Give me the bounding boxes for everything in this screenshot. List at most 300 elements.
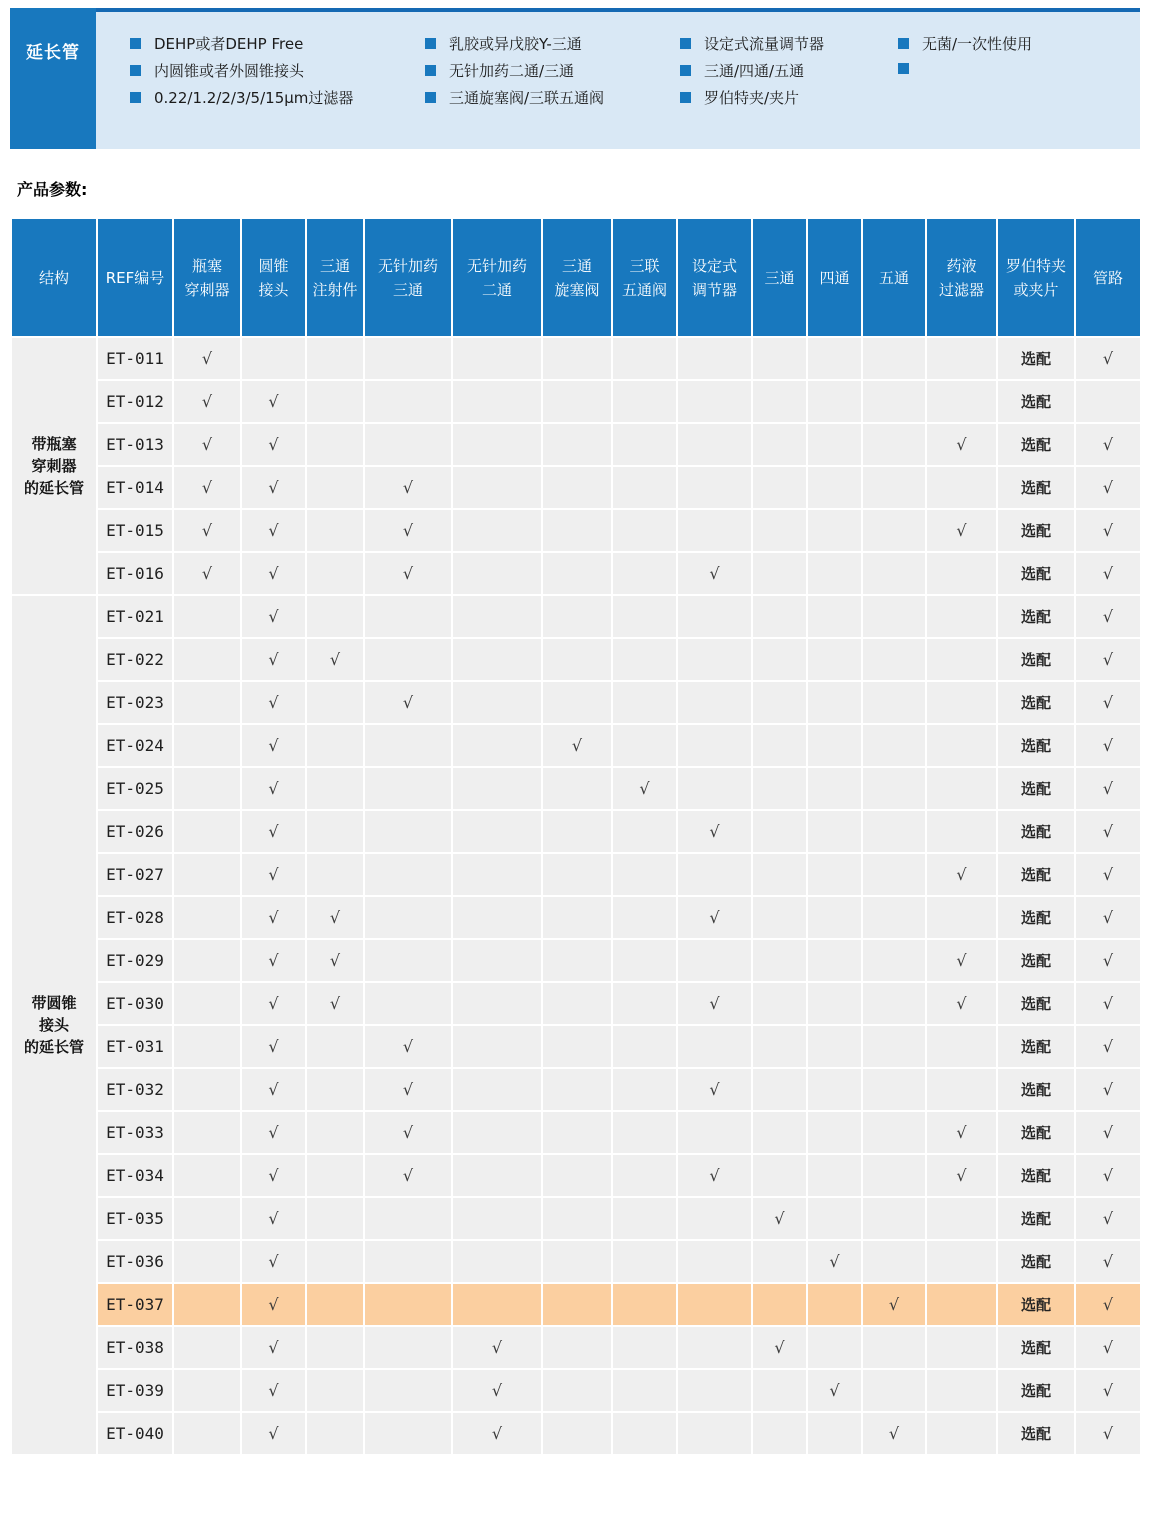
check-cell bbox=[173, 1369, 241, 1412]
pipeline-cell: √ bbox=[1075, 1111, 1141, 1154]
pipeline-cell: √ bbox=[1075, 1326, 1141, 1369]
bullet-text: DEHP或者DEHP Free bbox=[154, 35, 304, 53]
pipeline-cell: √ bbox=[1075, 982, 1141, 1025]
check-cell bbox=[677, 466, 752, 509]
check-cell bbox=[306, 810, 364, 853]
check-cell bbox=[752, 337, 807, 380]
check-cell bbox=[926, 767, 997, 810]
check-cell: √ bbox=[677, 552, 752, 595]
check-cell: √ bbox=[926, 939, 997, 982]
check-cell bbox=[612, 724, 677, 767]
banner bbox=[10, 8, 1140, 149]
check-cell: √ bbox=[364, 509, 452, 552]
check-cell bbox=[677, 1240, 752, 1283]
check-cell bbox=[612, 1025, 677, 1068]
bullet-square-icon bbox=[130, 65, 141, 76]
pipeline-cell: √ bbox=[1075, 1240, 1141, 1283]
check-cell bbox=[677, 423, 752, 466]
check-cell bbox=[542, 982, 612, 1025]
pipeline-cell: √ bbox=[1075, 552, 1141, 595]
check-cell bbox=[926, 1025, 997, 1068]
check-cell bbox=[807, 595, 862, 638]
check-cell bbox=[612, 1240, 677, 1283]
optional-clamp-cell: 选配 bbox=[997, 810, 1075, 853]
optional-clamp-cell: 选配 bbox=[997, 1111, 1075, 1154]
check-cell bbox=[173, 939, 241, 982]
optional-clamp-cell: 选配 bbox=[997, 1197, 1075, 1240]
check-cell bbox=[612, 1154, 677, 1197]
check-cell bbox=[752, 380, 807, 423]
check-cell: √ bbox=[241, 810, 306, 853]
check-cell bbox=[926, 638, 997, 681]
check-cell: √ bbox=[241, 681, 306, 724]
check-cell bbox=[452, 509, 542, 552]
check-cell bbox=[677, 638, 752, 681]
check-cell: √ bbox=[364, 1154, 452, 1197]
check-cell bbox=[452, 1240, 542, 1283]
check-cell bbox=[173, 1412, 241, 1455]
check-cell bbox=[807, 853, 862, 896]
check-cell bbox=[542, 853, 612, 896]
column-header-1: 结构 bbox=[11, 218, 97, 337]
optional-clamp-cell: 选配 bbox=[997, 681, 1075, 724]
check-cell bbox=[364, 1412, 452, 1455]
check-cell bbox=[752, 853, 807, 896]
check-cell bbox=[752, 724, 807, 767]
check-cell: √ bbox=[862, 1412, 926, 1455]
check-cell bbox=[862, 982, 926, 1025]
check-cell bbox=[926, 1283, 997, 1326]
check-cell bbox=[612, 1283, 677, 1326]
bullet-text: 无菌/一次性使用 bbox=[922, 35, 1033, 53]
check-cell: √ bbox=[241, 1283, 306, 1326]
table-row-ET-023 bbox=[11, 681, 1141, 724]
check-cell bbox=[452, 767, 542, 810]
check-cell bbox=[306, 1412, 364, 1455]
check-cell: √ bbox=[807, 1369, 862, 1412]
check-cell: √ bbox=[677, 896, 752, 939]
check-cell: √ bbox=[306, 638, 364, 681]
bullet-column-1 bbox=[130, 33, 353, 114]
check-cell: √ bbox=[452, 1412, 542, 1455]
pipeline-cell: √ bbox=[1075, 638, 1141, 681]
ref-code: ET-014 bbox=[97, 466, 173, 509]
check-cell bbox=[364, 724, 452, 767]
check-cell bbox=[752, 466, 807, 509]
check-cell bbox=[862, 466, 926, 509]
optional-clamp-cell: 选配 bbox=[997, 724, 1075, 767]
check-cell: √ bbox=[241, 1025, 306, 1068]
table-row-ET-040 bbox=[11, 1412, 1141, 1455]
ref-code: ET-025 bbox=[97, 767, 173, 810]
check-cell bbox=[752, 1111, 807, 1154]
bullet-square-icon bbox=[130, 38, 141, 49]
check-cell bbox=[306, 681, 364, 724]
check-cell bbox=[173, 767, 241, 810]
table-row-ET-021 bbox=[11, 595, 1141, 638]
check-cell bbox=[807, 939, 862, 982]
check-cell bbox=[612, 509, 677, 552]
check-cell: √ bbox=[364, 681, 452, 724]
table-row-ET-036 bbox=[11, 1240, 1141, 1283]
check-cell bbox=[752, 681, 807, 724]
bullet-text: 内圆锥或者外圆锥接头 bbox=[154, 62, 305, 80]
bullet-item bbox=[680, 60, 824, 87]
check-cell: √ bbox=[926, 423, 997, 466]
table-row-ET-015 bbox=[11, 509, 1141, 552]
check-cell bbox=[452, 1068, 542, 1111]
check-cell bbox=[926, 337, 997, 380]
check-cell bbox=[862, 1154, 926, 1197]
check-cell: √ bbox=[241, 939, 306, 982]
check-cell bbox=[306, 509, 364, 552]
bullet-text: 三通/四通/五通 bbox=[704, 62, 805, 80]
check-cell bbox=[612, 423, 677, 466]
check-cell bbox=[306, 1240, 364, 1283]
check-cell bbox=[364, 896, 452, 939]
check-cell bbox=[862, 552, 926, 595]
check-cell: √ bbox=[173, 380, 241, 423]
check-cell: √ bbox=[364, 1111, 452, 1154]
optional-clamp-cell: 选配 bbox=[997, 423, 1075, 466]
check-cell bbox=[752, 1240, 807, 1283]
check-cell bbox=[807, 1068, 862, 1111]
check-cell bbox=[862, 724, 926, 767]
ref-code: ET-038 bbox=[97, 1326, 173, 1369]
bullet-item bbox=[898, 60, 1032, 87]
bullet-item bbox=[898, 33, 1032, 60]
check-cell bbox=[306, 853, 364, 896]
bullet-square-icon bbox=[898, 63, 909, 74]
check-cell bbox=[452, 638, 542, 681]
check-cell bbox=[542, 896, 612, 939]
check-cell bbox=[452, 552, 542, 595]
check-cell bbox=[364, 1283, 452, 1326]
check-cell bbox=[752, 1154, 807, 1197]
check-cell bbox=[173, 681, 241, 724]
pipeline-cell: √ bbox=[1075, 681, 1141, 724]
check-cell bbox=[542, 1025, 612, 1068]
check-cell bbox=[173, 1197, 241, 1240]
check-cell bbox=[926, 466, 997, 509]
column-header-9: 三联 五通阀 bbox=[612, 218, 677, 337]
check-cell bbox=[306, 1283, 364, 1326]
pipeline-cell: √ bbox=[1075, 423, 1141, 466]
bullet-text: 三通旋塞阀/三联五通阀 bbox=[449, 89, 605, 107]
bullet-item bbox=[680, 87, 824, 114]
check-cell bbox=[862, 595, 926, 638]
check-cell bbox=[452, 1283, 542, 1326]
check-cell: √ bbox=[752, 1326, 807, 1369]
pipeline-cell: √ bbox=[1075, 853, 1141, 896]
check-cell bbox=[306, 337, 364, 380]
ref-code: ET-028 bbox=[97, 896, 173, 939]
check-cell: √ bbox=[926, 1111, 997, 1154]
check-cell bbox=[752, 1025, 807, 1068]
bullet-column-2 bbox=[425, 33, 604, 114]
check-cell: √ bbox=[241, 638, 306, 681]
check-cell: √ bbox=[364, 552, 452, 595]
check-cell bbox=[306, 423, 364, 466]
check-cell bbox=[807, 1283, 862, 1326]
check-cell bbox=[752, 1412, 807, 1455]
check-cell bbox=[173, 1068, 241, 1111]
optional-clamp-cell: 选配 bbox=[997, 509, 1075, 552]
check-cell bbox=[306, 552, 364, 595]
check-cell bbox=[452, 466, 542, 509]
optional-clamp-cell: 选配 bbox=[997, 552, 1075, 595]
column-header-10: 设定式 调节器 bbox=[677, 218, 752, 337]
table-row-ET-022 bbox=[11, 638, 1141, 681]
check-cell: √ bbox=[364, 1068, 452, 1111]
check-cell bbox=[364, 595, 452, 638]
optional-clamp-cell: 选配 bbox=[997, 380, 1075, 423]
check-cell: √ bbox=[926, 509, 997, 552]
bullet-square-icon bbox=[680, 65, 691, 76]
table-row-ET-025 bbox=[11, 767, 1141, 810]
check-cell: √ bbox=[241, 509, 306, 552]
check-cell bbox=[807, 982, 862, 1025]
optional-clamp-cell: 选配 bbox=[997, 939, 1075, 982]
check-cell bbox=[306, 1068, 364, 1111]
check-cell bbox=[364, 1197, 452, 1240]
table-row-ET-028 bbox=[11, 896, 1141, 939]
check-cell: √ bbox=[241, 1111, 306, 1154]
check-cell bbox=[612, 853, 677, 896]
optional-clamp-cell: 选配 bbox=[997, 896, 1075, 939]
pipeline-cell: √ bbox=[1075, 1369, 1141, 1412]
bullet-square-icon bbox=[898, 38, 909, 49]
check-cell bbox=[173, 1283, 241, 1326]
check-cell bbox=[452, 982, 542, 1025]
check-cell bbox=[452, 810, 542, 853]
check-cell bbox=[752, 896, 807, 939]
check-cell bbox=[677, 1369, 752, 1412]
check-cell bbox=[612, 466, 677, 509]
bullet-text: 0.22/1.2/2/3/5/15μm过滤器 bbox=[154, 89, 354, 107]
check-cell bbox=[306, 1025, 364, 1068]
bullet-square-icon bbox=[680, 92, 691, 103]
check-cell bbox=[364, 337, 452, 380]
check-cell bbox=[452, 1197, 542, 1240]
ref-code: ET-015 bbox=[97, 509, 173, 552]
check-cell bbox=[452, 896, 542, 939]
check-cell bbox=[612, 1369, 677, 1412]
ref-code: ET-040 bbox=[97, 1412, 173, 1455]
check-cell bbox=[807, 380, 862, 423]
check-cell bbox=[862, 1111, 926, 1154]
pipeline-cell: √ bbox=[1075, 509, 1141, 552]
check-cell bbox=[542, 380, 612, 423]
pipeline-cell: √ bbox=[1075, 939, 1141, 982]
bullet-text: 乳胶或异戊胶Y-三通 bbox=[449, 35, 582, 53]
check-cell bbox=[364, 767, 452, 810]
check-cell bbox=[926, 595, 997, 638]
check-cell bbox=[612, 595, 677, 638]
check-cell: √ bbox=[677, 982, 752, 1025]
column-header-5: 三通 注射件 bbox=[306, 218, 364, 337]
check-cell bbox=[807, 1111, 862, 1154]
check-cell bbox=[364, 638, 452, 681]
check-cell: √ bbox=[173, 423, 241, 466]
check-cell bbox=[807, 724, 862, 767]
table-row-ET-034 bbox=[11, 1154, 1141, 1197]
pipeline-cell: √ bbox=[1075, 1283, 1141, 1326]
check-cell bbox=[752, 595, 807, 638]
check-cell bbox=[807, 767, 862, 810]
table-row-ET-014 bbox=[11, 466, 1141, 509]
check-cell: √ bbox=[241, 466, 306, 509]
check-cell: √ bbox=[241, 1326, 306, 1369]
check-cell bbox=[612, 552, 677, 595]
check-cell: √ bbox=[241, 1154, 306, 1197]
check-cell bbox=[862, 896, 926, 939]
check-cell bbox=[306, 380, 364, 423]
check-cell bbox=[807, 1326, 862, 1369]
check-cell bbox=[612, 380, 677, 423]
check-cell bbox=[612, 1068, 677, 1111]
check-cell bbox=[807, 337, 862, 380]
column-header-2: REF编号 bbox=[97, 218, 173, 337]
ref-code: ET-026 bbox=[97, 810, 173, 853]
check-cell bbox=[542, 1068, 612, 1111]
check-cell bbox=[452, 337, 542, 380]
check-cell bbox=[752, 810, 807, 853]
bullet-square-icon bbox=[130, 92, 141, 103]
table-row-ET-035 bbox=[11, 1197, 1141, 1240]
check-cell bbox=[306, 1197, 364, 1240]
pipeline-cell: √ bbox=[1075, 896, 1141, 939]
check-cell: √ bbox=[241, 724, 306, 767]
check-cell bbox=[452, 1154, 542, 1197]
bullet-item bbox=[680, 33, 824, 60]
check-cell bbox=[926, 552, 997, 595]
check-cell bbox=[306, 724, 364, 767]
optional-clamp-cell: 选配 bbox=[997, 1154, 1075, 1197]
check-cell: √ bbox=[241, 853, 306, 896]
check-cell bbox=[173, 1154, 241, 1197]
check-cell bbox=[306, 1369, 364, 1412]
check-cell bbox=[677, 1025, 752, 1068]
check-cell: √ bbox=[677, 1068, 752, 1111]
check-cell bbox=[452, 939, 542, 982]
check-cell: √ bbox=[807, 1240, 862, 1283]
check-cell: √ bbox=[241, 1197, 306, 1240]
optional-clamp-cell: 选配 bbox=[997, 337, 1075, 380]
check-cell bbox=[807, 552, 862, 595]
table-row-ET-027 bbox=[11, 853, 1141, 896]
check-cell bbox=[306, 1111, 364, 1154]
check-cell bbox=[306, 1326, 364, 1369]
check-cell bbox=[364, 810, 452, 853]
pipeline-cell: √ bbox=[1075, 810, 1141, 853]
check-cell bbox=[241, 337, 306, 380]
table-row-ET-033 bbox=[11, 1111, 1141, 1154]
column-header-4: 圆锥 接头 bbox=[241, 218, 306, 337]
header-row bbox=[11, 218, 1141, 337]
column-header-12: 四通 bbox=[807, 218, 862, 337]
check-cell bbox=[542, 1326, 612, 1369]
table-row-ET-012 bbox=[11, 380, 1141, 423]
pipeline-cell: √ bbox=[1075, 466, 1141, 509]
check-cell bbox=[862, 638, 926, 681]
ref-code: ET-016 bbox=[97, 552, 173, 595]
check-cell bbox=[677, 1111, 752, 1154]
pipeline-cell: √ bbox=[1075, 724, 1141, 767]
check-cell bbox=[926, 1412, 997, 1455]
check-cell bbox=[542, 509, 612, 552]
check-cell bbox=[364, 982, 452, 1025]
bullet-column-3 bbox=[680, 33, 824, 114]
check-cell bbox=[677, 337, 752, 380]
check-cell bbox=[306, 1154, 364, 1197]
check-cell: √ bbox=[241, 1068, 306, 1111]
check-cell bbox=[862, 1068, 926, 1111]
check-cell bbox=[452, 423, 542, 466]
banner-band bbox=[96, 8, 1140, 149]
check-cell bbox=[542, 423, 612, 466]
check-cell bbox=[677, 509, 752, 552]
check-cell bbox=[926, 810, 997, 853]
column-header-3: 瓶塞 穿刺器 bbox=[173, 218, 241, 337]
check-cell bbox=[452, 380, 542, 423]
pipeline-cell: √ bbox=[1075, 1025, 1141, 1068]
check-cell: √ bbox=[306, 939, 364, 982]
check-cell bbox=[926, 1369, 997, 1412]
ref-code: ET-027 bbox=[97, 853, 173, 896]
check-cell bbox=[612, 1111, 677, 1154]
check-cell bbox=[862, 939, 926, 982]
check-cell bbox=[752, 423, 807, 466]
check-cell bbox=[926, 1068, 997, 1111]
check-cell bbox=[364, 380, 452, 423]
ref-code: ET-036 bbox=[97, 1240, 173, 1283]
check-cell bbox=[542, 1111, 612, 1154]
check-cell: √ bbox=[241, 423, 306, 466]
check-cell bbox=[862, 423, 926, 466]
optional-clamp-cell: 选配 bbox=[997, 1326, 1075, 1369]
check-cell: √ bbox=[173, 466, 241, 509]
check-cell: √ bbox=[241, 982, 306, 1025]
check-cell bbox=[612, 681, 677, 724]
check-cell bbox=[542, 466, 612, 509]
ref-code: ET-013 bbox=[97, 423, 173, 466]
column-header-14: 药液 过滤器 bbox=[926, 218, 997, 337]
check-cell: √ bbox=[452, 1369, 542, 1412]
optional-clamp-cell: 选配 bbox=[997, 982, 1075, 1025]
check-cell bbox=[542, 681, 612, 724]
check-cell: √ bbox=[241, 380, 306, 423]
check-cell: √ bbox=[452, 1326, 542, 1369]
check-cell bbox=[364, 853, 452, 896]
bullet-text: 罗伯特夹/夹片 bbox=[704, 89, 800, 107]
table-row-ET-032 bbox=[11, 1068, 1141, 1111]
check-cell: √ bbox=[241, 552, 306, 595]
check-cell bbox=[364, 1369, 452, 1412]
check-cell bbox=[807, 1025, 862, 1068]
optional-clamp-cell: 选配 bbox=[997, 1068, 1075, 1111]
table-row-ET-011 bbox=[11, 337, 1141, 380]
bullet-square-icon bbox=[425, 65, 436, 76]
check-cell bbox=[542, 767, 612, 810]
check-cell bbox=[542, 595, 612, 638]
check-cell bbox=[807, 1154, 862, 1197]
bullet-square-icon bbox=[680, 38, 691, 49]
ref-code: ET-031 bbox=[97, 1025, 173, 1068]
pipeline-cell: √ bbox=[1075, 1412, 1141, 1455]
check-cell bbox=[807, 1412, 862, 1455]
check-cell: √ bbox=[306, 896, 364, 939]
